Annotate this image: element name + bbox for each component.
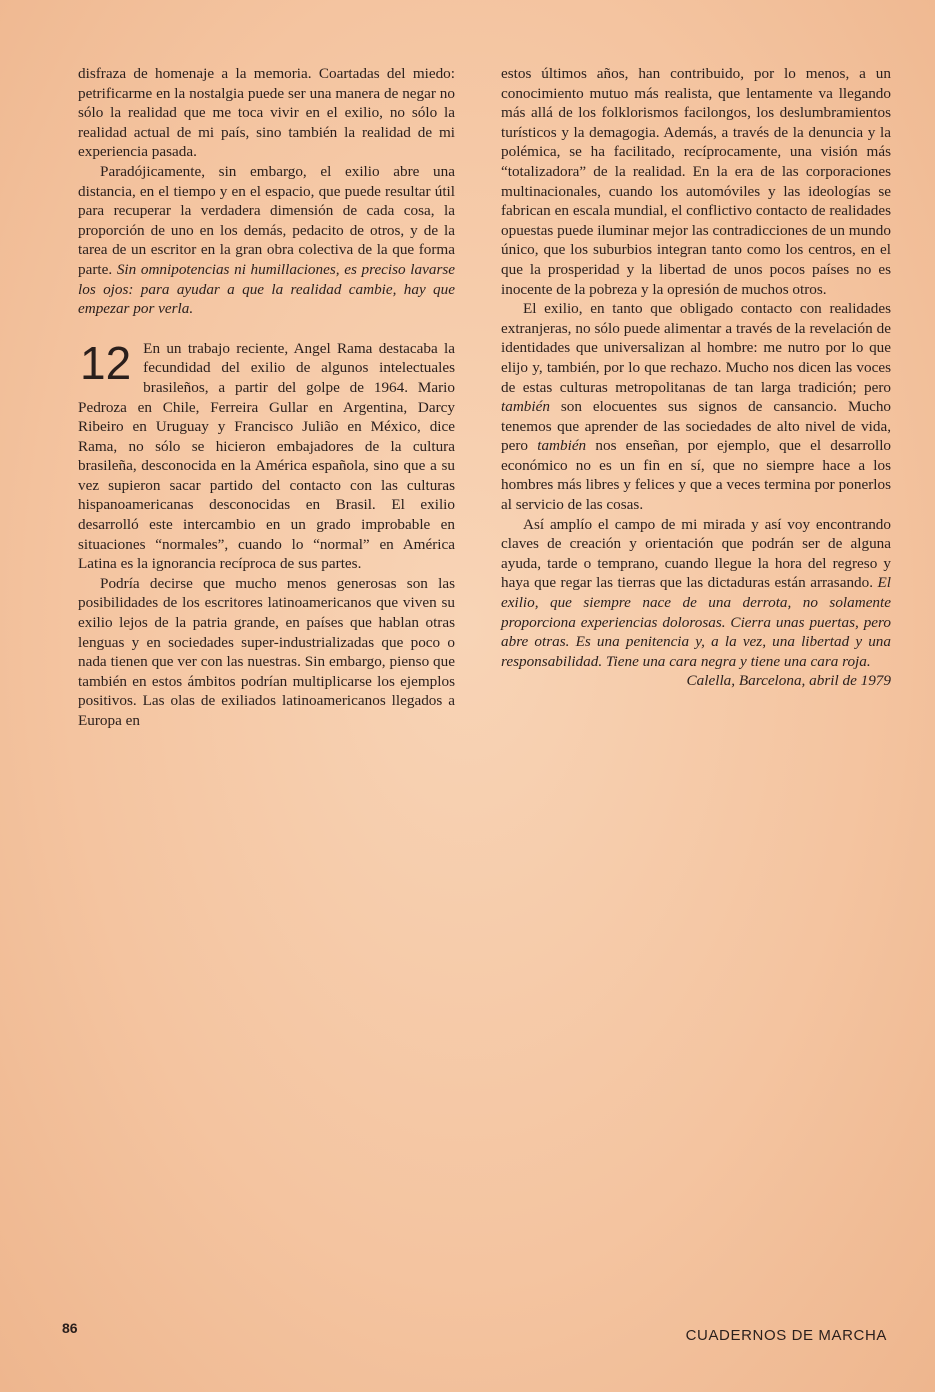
section-12 (78, 336, 455, 574)
right-column (501, 64, 891, 691)
left-column (78, 64, 455, 731)
paragraph-text: Así amplío el campo de mi mirada y así voy encontrando claves de creación y orientación que podrán ser de alguna ayuda, tarde o temprano, cuando llegue la hora del regreso y haya que regar las tierras que las dictaduras están arrasando. (501, 515, 891, 592)
italic-word: también (501, 398, 550, 416)
page-number: 86 (62, 1320, 78, 1336)
paragraph-text: nos enseñan, por ejemplo, que el desarrollo económico no es un fin en sí, que no siempre hace a los hombres más libres y felices y que a veces termina por ponerlos al servicio de las cosas. (501, 437, 892, 514)
paragraph: Podría decirse que mucho menos generosas son las posibilidades de los escritores latinoamericanos que viven su exilio lejos de la patria grande, en países que hablan otras lenguas y en sociedades super-industrializadas que poco o nada tienen que ver con las nuestras. Sin embargo, pienso que también en estos ámbitos podrían multiplicarse los ejemplos positivos. Las olas de exiliados latinoamericanos llegados a Europa en (78, 574, 455, 729)
magazine-title: CUADERNOS DE MARCHA (685, 1327, 887, 1344)
paragraph: disfraza de homenaje a la memoria. Coartadas del miedo: petrificarme en la nostalgia puede ser una manera de negar no sólo la realidad que me toca vivir en el exilio, no sólo la realidad actual de mi país, sino también la realidad de mi experiencia pasada. (78, 65, 455, 161)
italic-passage: Sin omnipotencias ni humillaciones, es preciso lavarse los ojos: para ayudar a que la realidad cambie, hay que empezar por verla. (78, 260, 456, 318)
signature: Calella, Barcelona, abril de 1979 (686, 672, 891, 690)
paragraph (501, 515, 891, 672)
paragraph: estos últimos años, han contribuido, por lo menos, a un conocimiento mutuo más realista, que lentamente va llegando más allá de los folklorismos facilongos, los deslumbramientos turísticos y la demagogia. Además, a través de la denuncia y la polémica, se ha facilitado, recíprocamente, una visión más “totalizadora” de la realidad. En la era de las corporaciones multinacionales, cuando los automóviles y las ideologías se fabrican en escala mundial, el conflictivo contacto de realidades opuestas puede iluminar mejor las contradicciones de un mundo único, que los suburbios integran tanto como los centros, en el que la prosperidad y la libertad de unos pocos países no es inocente de la pobreza y la opresión de muchos otros. (501, 65, 891, 298)
paragraph: En un trabajo reciente, Angel Rama destacaba la fecundidad del exilio de algunos intelectuales brasileños, a partir del golpe de 1964. Mario Pedroza en Chile, Ferreira Gullar en Argentina, Darcy Ribeiro en Uruguay y Francisco Julião en México, dice Rama, no sólo se hicieron embajadores de la cultura brasileña, desconocida en la América española, sino que a su vez supieron sacar partido del contacto con las culturas hispanoamericanas desconocidas en Brasil. El exilio desarrolló este intercambio en un grado improbable en situaciones “normales”, cuando lo “normal” en América Latina es la ignorancia recíproca de sus partes. (78, 339, 455, 573)
italic-word: también (537, 437, 587, 455)
paragraph-text: Paradójicamente, sin embargo, el exilio abre una distancia, en el tiempo y en el espacio, que puede resultar útil para recuperar la verdadera dimensión de cada cosa, la proporción de uno en los demás, pedacito de otros, y de la tarea de un escritor en la gran obra colectiva de la que forma parte. (78, 162, 455, 278)
paragraph (501, 299, 891, 515)
italic-passage: El exilio, que siempre nace de una derrota, no solamente proporciona experiencias dolorosas. Cierra unas puertas, pero abre otras. Es una penitencia y, a la vez, una libertad y una responsabilidad. Tiene una cara negra y tiene una cara roja. (501, 574, 891, 670)
paragraph-text: son elocuentes sus signos de cansancio. Mucho tenemos que aprender de las sociedades de alto nivel de vida, pero (501, 398, 892, 455)
paragraph (78, 162, 455, 319)
paragraph-text: El exilio, en tanto que obligado contacto con realidades extranjeras, no sólo puede alimentar a través de la revelación de identidades que universalizan al hombre: me nutro por lo que elijo y, también, por lo que rechazo. Mucho nos dicen las voces de estas culturas metropolitanas de tan larga tradición; pero (501, 300, 891, 396)
section-number: 12 (80, 336, 132, 389)
